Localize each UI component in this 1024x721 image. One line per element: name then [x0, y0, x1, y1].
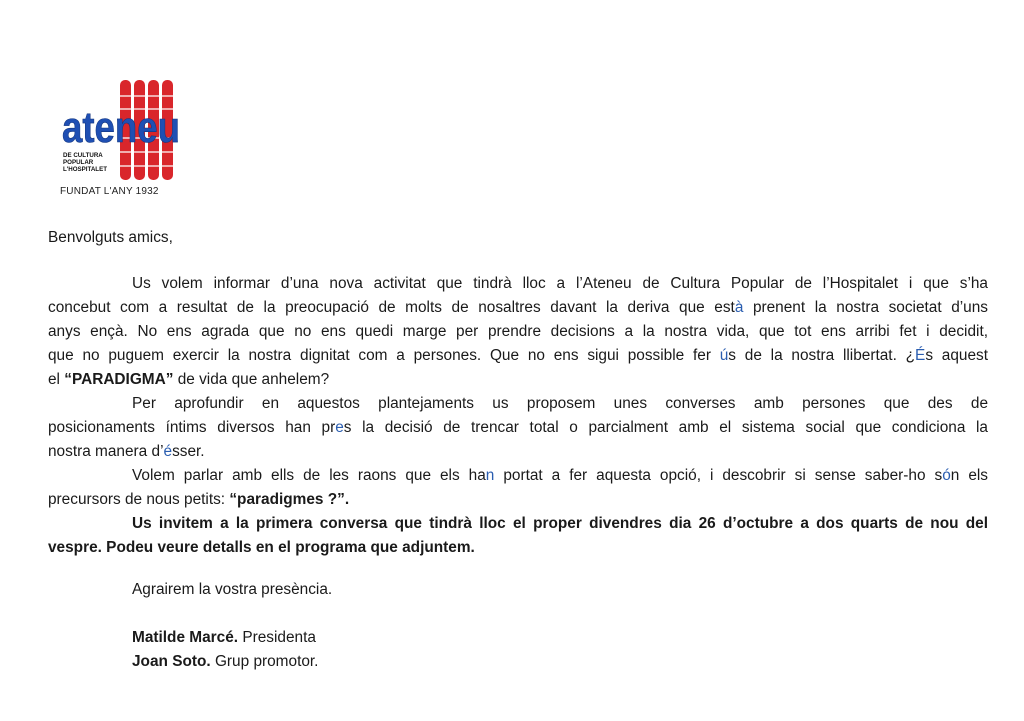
paragraph-intro: [48, 272, 988, 392]
p2-line-3: nostra manera d’ésser.: [48, 443, 205, 460]
paragraph-proposal: [48, 392, 988, 464]
signer-1: [132, 626, 988, 650]
signer-1-role: Presidenta: [238, 629, 316, 646]
p3-line-1: Volem parlar amb ells de les raons que els han portat a fer aquesta opció, i descobrir si sense saber-ho són els: [132, 467, 988, 484]
logo-sub-line-1: DE CULTURA: [63, 152, 103, 159]
greeting: Benvolguts amics,: [48, 229, 173, 246]
signer-2: [132, 650, 988, 674]
p1-line-2: concebut com a resultat de la preocupació de molts de nosaltres davant la deriva que està prenent la nostra societat d’uns: [48, 299, 988, 316]
p1-line-5: el “PARADIGMA” de vida que anhelem?: [48, 371, 330, 388]
paragraph-invitation: [48, 512, 988, 560]
signer-2-name: Joan Soto.: [132, 653, 211, 670]
logo-sub-line-3: L'HOSPITALET: [63, 166, 107, 173]
signer-1-name: Matilde Marcé.: [132, 629, 239, 646]
p4-line-1: Us invitem a la primera conversa que tindrà lloc el proper divendres dia 26 d’octubre a dos quarts de nou del: [132, 515, 988, 532]
p3-line-2: precursors de nous petits: “paradigmes ?”.: [48, 491, 350, 508]
ateneu-logo: [60, 76, 184, 198]
logo-sub-line-2: POPULAR: [63, 159, 94, 166]
paragraph-purpose: [48, 464, 988, 512]
signer-2-role: Grup promotor.: [210, 653, 319, 670]
thanks-line: Agrairem la vostra presència.: [132, 581, 333, 598]
p1-line-3: anys ençà. No ens agrada que no ens quedi marge per prendre decisions a la nostra vida, que tot ens arribi fet i decidit,: [48, 323, 988, 340]
logo-wordmark: ateneu: [62, 103, 180, 152]
signers: [132, 626, 988, 674]
p1-line-1: Us volem informar d’una nova activitat que tindrà lloc a l’Ateneu de Cultura Popular de l’Hospitalet i que s’ha: [132, 275, 988, 292]
p2-line-2: posicionaments íntims diversos han pres la decisió de trencar total o parcialment amb el sistema social que condiciona la: [48, 419, 988, 436]
letter-body: [48, 226, 988, 674]
ateneu-logo-mark: [60, 76, 184, 184]
p4-line-2: vespre. Podeu veure detalls en el programa que adjuntem.: [48, 539, 475, 556]
p2-line-1: Per aprofundir en aquestos plantejaments us proposem unes converses amb persones que des de: [132, 395, 988, 412]
p1-line-4: que no puguem exercir la nostra dignitat com a persones. Que no ens sigui possible fer ús de la nostra llibertat. ¿És aquest: [48, 347, 988, 364]
logo-founded-text: FUNDAT L'ANY 1932: [60, 186, 159, 197]
